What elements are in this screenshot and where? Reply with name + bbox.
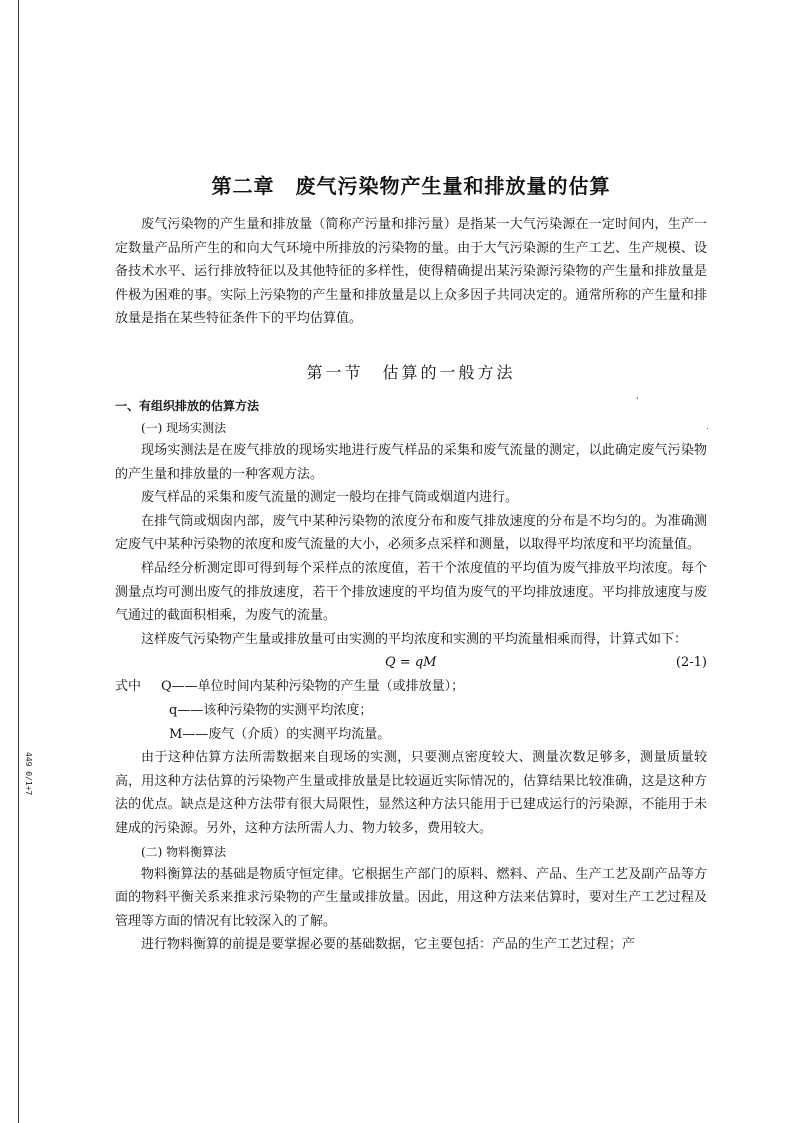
definition-row <box>115 699 707 723</box>
binding-line <box>18 0 19 1123</box>
intro-block <box>115 213 707 331</box>
stray-dot: ‘ <box>636 396 639 405</box>
heading-organized-emission: 一、有组织排放的估算方法 <box>115 399 260 413</box>
intro-paragraph: 废气污染物的产生量和排放量（简称产污量和排污量）是指某一大气污染源在一定时间内，生产一定数量产品所产生的和向大气环境中所排放的污染物的量。由于大气污染源的生产工艺、生产规模、设备技术水平、运行排放特征以及其他特征的多样性，使得精确提出某污染源污染物的产生量和排放量是件极为困难的事。实际上污染物的产生量和排放量是以上众多因子共同决定的。通常所称的产生量和排放量是指在某些特征条件下的平均估算值。 <box>115 217 707 327</box>
formula-definitions <box>115 675 707 746</box>
stray-dot: . <box>706 422 709 431</box>
paragraph: 进行物料衡算的前提是要掌握必要的基础数据，它主要包括：产品的生产工艺过程；产 <box>141 937 636 953</box>
formula <box>115 651 707 675</box>
paragraph: 物料衡算法的基础是物质守恒定律。它根据生产部门的原料、燃料、产品、生产工艺及副产品等方面的物料平衡关系来推求污染物的产生量或排放量。因此，用这种方法来估算时，要对生产工艺过程及管理等方面的情况有比较深入的了解。 <box>115 866 707 929</box>
definition-row <box>115 675 707 699</box>
margin-mark: 449 0/1+7 <box>24 752 33 796</box>
paragraph: 在排气筒或烟囱内部，废气中某种污染物的浓度分布和废气排放速度的分布是不均匀的。为准确测定废气中某种污染物的浓度和废气流量的大小，必须多点采样和测量，以取得平均浓度和平均流量值。 <box>115 513 707 553</box>
paragraph: 现场实测法是在废气排放的现场实地进行废气样品的采集和废气流量的测定，以此确定废气污染物的产生量和排放量的一种客观方法。 <box>115 443 707 482</box>
definition-text: Q——单位时间内某种污染物的产生量（或排放量）； <box>161 679 465 695</box>
subheading-material-balance: (二) 物料衡算法 <box>141 844 227 859</box>
chapter-title: 第二章 废气污染物产生量和排放量的估算 <box>211 174 611 198</box>
paragraph: 这样废气污染物产生量或排放量可由实测的平均浓度和实测的平均流量相乘而得，计算式如下： <box>141 631 688 647</box>
paragraph: 由于这种估算方法所需数据来自现场的实测，只要测点密度较大、测量次数足够多，测量质量较高，用这种方法估算的污染物产生量或排放量是比较逼近实际情况的，估算结果比较准确，这是这种方法的优点。缺点是这种方法带有很大局限性，显然这种方法只能用于已建成运行的污染源，不能用于未建成的污染源。另外，这种方法所需人力、物力较多，费用较大。 <box>115 750 707 836</box>
definition-row <box>115 723 707 747</box>
subheading-field-measurement: (一) 现场实测法 <box>141 421 227 435</box>
definition-text: M——废气（介质）的实测平均流量。 <box>169 726 391 742</box>
definition-text: q——该种污染物的实测平均浓度； <box>169 702 373 718</box>
formula-expression: Q = qM <box>385 655 437 671</box>
paragraph: 废气样品的采集和废气流量的测定一般均在排气筒或烟道内进行。 <box>141 490 519 506</box>
definition-lead: 式中 <box>115 679 142 695</box>
body-block <box>115 395 707 957</box>
paragraph: 样品经分析测定即可得到每个采样点的浓度值，若干个浓度值的平均值为废气排放平均浓度。每个测量点均可测出废气的排放速度，若干个排放速度的平均值为废气的平均排放速度。平均排放速度与废气通过的截面积相乘，为废气的流量。 <box>115 560 707 624</box>
formula-number: (2-1) <box>675 655 707 671</box>
section-title: 第一节 估算的一般方法 <box>306 365 516 382</box>
